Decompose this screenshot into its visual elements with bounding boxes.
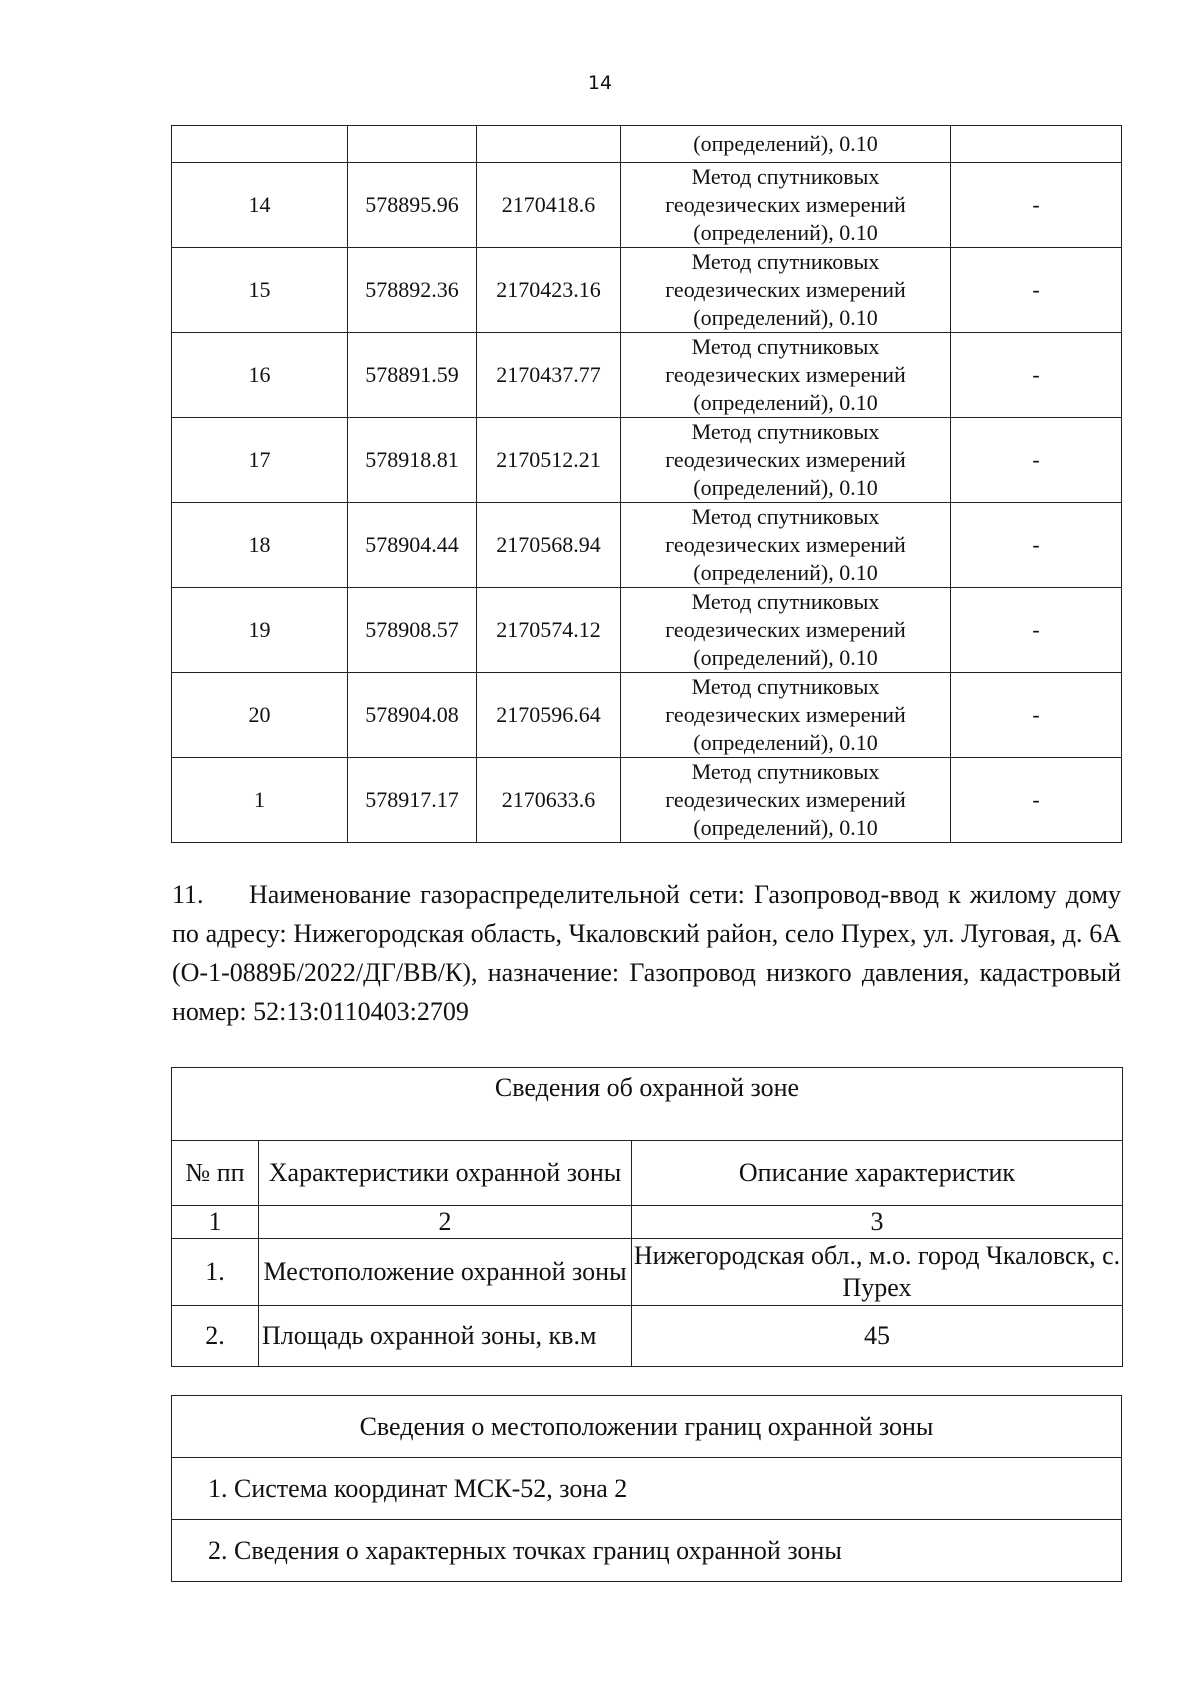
y-coordinate-cell: 2170437.77 <box>477 333 621 418</box>
x-coordinate-cell: 578918.81 <box>348 418 477 503</box>
method-line: геодезических измерений <box>665 192 906 217</box>
method-line: (определений), 0.10 <box>693 305 878 330</box>
method-line: Метод спутниковых <box>691 589 880 614</box>
table-row <box>172 163 1122 248</box>
method-line: (определений), 0.10 <box>693 815 878 840</box>
protected-zone-table <box>171 1067 1123 1367</box>
point-number-cell: 14 <box>172 163 348 248</box>
row-number: 1. <box>172 1239 259 1306</box>
method-line: (определений), 0.10 <box>693 220 878 245</box>
method-line: геодезических измерений <box>665 447 906 472</box>
boundaries-table <box>171 1395 1122 1582</box>
method-cell <box>621 163 951 248</box>
section-paragraph <box>172 875 1121 1031</box>
zone-table-title-row <box>172 1068 1123 1141</box>
point-number-cell: 1 <box>172 758 348 843</box>
column-number: 3 <box>632 1206 1123 1239</box>
page-number: 14 <box>587 72 613 94</box>
method-cell <box>621 503 951 588</box>
y-coordinate-cell: 2170423.16 <box>477 248 621 333</box>
note-cell: - <box>951 248 1122 333</box>
note-cell: - <box>951 758 1122 843</box>
method-line: Метод спутниковых <box>691 759 880 784</box>
note-cell: - <box>951 333 1122 418</box>
coordinates-table <box>171 125 1122 843</box>
method-line: (определений), 0.10 <box>693 131 878 156</box>
note-cell: - <box>951 673 1122 758</box>
zone-table-title: Сведения об охранной зоне <box>172 1068 1123 1141</box>
row-description: Нижегородская обл., м.о. город Чкаловск, с. Пурех <box>632 1239 1123 1306</box>
coordinates-table-body <box>172 126 1122 843</box>
boundaries-item: 2. Сведения о характерных точках границ охранной зоны <box>172 1520 1122 1582</box>
y-coordinate-cell: 2170633.6 <box>477 758 621 843</box>
method-line: геодезических измерений <box>665 362 906 387</box>
method-line: Метод спутниковых <box>691 164 880 189</box>
method-line: Метод спутниковых <box>691 504 880 529</box>
method-cell <box>621 126 951 163</box>
method-line: геодезических измерений <box>665 532 906 557</box>
method-cell <box>621 758 951 843</box>
boundaries-item-row <box>172 1458 1122 1520</box>
header-description: Описание характеристик <box>632 1141 1123 1206</box>
method-line: (определений), 0.10 <box>693 560 878 585</box>
point-number-cell: 16 <box>172 333 348 418</box>
column-number: 1 <box>172 1206 259 1239</box>
x-coordinate-cell <box>348 126 477 163</box>
y-coordinate-cell: 2170574.12 <box>477 588 621 673</box>
table-row <box>172 126 1122 163</box>
note-cell: - <box>951 418 1122 503</box>
table-row <box>172 758 1122 843</box>
note-cell: - <box>951 588 1122 673</box>
point-number-cell <box>172 126 348 163</box>
method-line: геодезических измерений <box>665 277 906 302</box>
note-cell: - <box>951 163 1122 248</box>
point-number-cell: 17 <box>172 418 348 503</box>
x-coordinate-cell: 578904.08 <box>348 673 477 758</box>
method-line: (определений), 0.10 <box>693 730 878 755</box>
point-number-cell: 20 <box>172 673 348 758</box>
row-description: 45 <box>632 1306 1123 1367</box>
zone-table-header-row <box>172 1141 1123 1206</box>
table-row <box>172 503 1122 588</box>
x-coordinate-cell: 578904.44 <box>348 503 477 588</box>
y-coordinate-cell: 2170568.94 <box>477 503 621 588</box>
method-cell <box>621 248 951 333</box>
x-coordinate-cell: 578908.57 <box>348 588 477 673</box>
row-characteristic: Площадь охранной зоны, кв.м <box>259 1306 632 1367</box>
x-coordinate-cell: 578895.96 <box>348 163 477 248</box>
method-cell <box>621 333 951 418</box>
x-coordinate-cell: 578891.59 <box>348 333 477 418</box>
method-cell <box>621 588 951 673</box>
method-cell <box>621 673 951 758</box>
method-line: геодезических измерений <box>665 617 906 642</box>
boundaries-title-row <box>172 1396 1122 1458</box>
zone-table-column-numbers <box>172 1206 1123 1239</box>
table-row <box>172 588 1122 673</box>
note-cell: - <box>951 503 1122 588</box>
method-line: (определений), 0.10 <box>693 390 878 415</box>
point-number-cell: 19 <box>172 588 348 673</box>
note-cell <box>951 126 1122 163</box>
header-number: № пп <box>172 1141 259 1206</box>
column-number: 2 <box>259 1206 632 1239</box>
boundaries-item: 1. Система координат МСК-52, зона 2 <box>172 1458 1122 1520</box>
method-line: Метод спутниковых <box>691 334 880 359</box>
point-number-cell: 18 <box>172 503 348 588</box>
boundaries-title: Сведения о местоположении границ охранной зоны <box>172 1396 1122 1458</box>
method-line: Метод спутниковых <box>691 674 880 699</box>
zone-table-row <box>172 1306 1123 1367</box>
y-coordinate-cell: 2170512.21 <box>477 418 621 503</box>
table-row <box>172 673 1122 758</box>
y-coordinate-cell: 2170596.64 <box>477 673 621 758</box>
method-cell <box>621 418 951 503</box>
method-line: Метод спутниковых <box>691 419 880 444</box>
y-coordinate-cell: 2170418.6 <box>477 163 621 248</box>
x-coordinate-cell: 578892.36 <box>348 248 477 333</box>
header-characteristics: Характеристики охранной зоны <box>259 1141 632 1206</box>
method-line: (определений), 0.10 <box>693 475 878 500</box>
y-coordinate-cell <box>477 126 621 163</box>
section-number: 11. <box>172 880 204 909</box>
table-row <box>172 333 1122 418</box>
table-row <box>172 248 1122 333</box>
x-coordinate-cell: 578917.17 <box>348 758 477 843</box>
zone-table-row <box>172 1239 1123 1306</box>
method-line: Метод спутниковых <box>691 249 880 274</box>
table-row <box>172 418 1122 503</box>
row-characteristic: Местоположение охранной зоны <box>259 1239 632 1306</box>
point-number-cell: 15 <box>172 248 348 333</box>
method-line: (определений), 0.10 <box>693 645 878 670</box>
method-line: геодезических измерений <box>665 787 906 812</box>
boundaries-item-row <box>172 1520 1122 1582</box>
method-line: геодезических измерений <box>665 702 906 727</box>
row-number: 2. <box>172 1306 259 1367</box>
section-text: Наименование газораспределительной сети: Газопровод-ввод к жилому дому по адресу: Нижегородская область, Чкаловский район, село Пурех, ул. Луговая, д. 6А (О-1-0889Б/2022/ДГ/ВВ/К), назначение: Газопровод низкого давления, кадастровый номер: 52:13:0110403:2709 <box>172 880 1121 1026</box>
